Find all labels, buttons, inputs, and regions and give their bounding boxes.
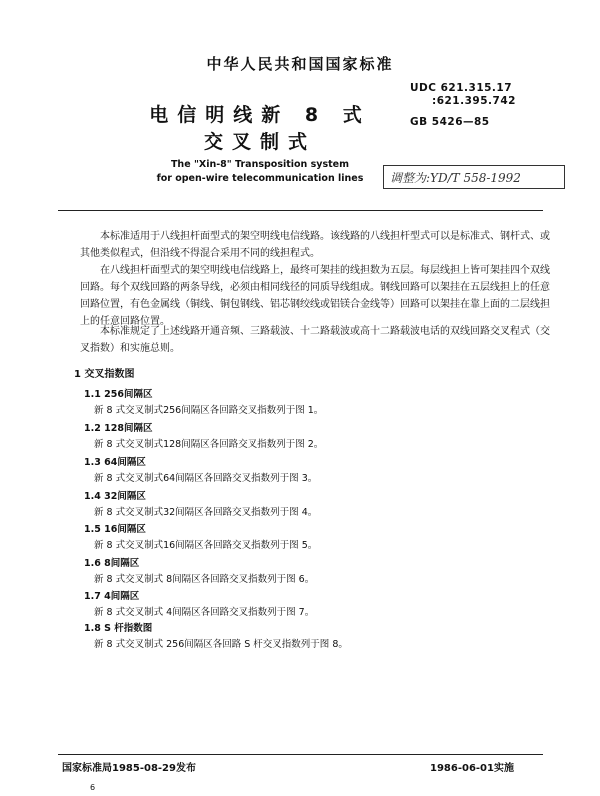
gb-number: GB 5426—85 <box>410 116 490 128</box>
subsection-heading: 1.3 64间隔区 <box>84 457 146 468</box>
subsection-heading: 1.5 16间隔区 <box>84 524 146 535</box>
subsection-text: 新 8 式交叉制式 8间隔区各回路交叉指数列于图 6。 <box>94 574 315 585</box>
national-standard-heading: 中华人民共和国国家标准 <box>206 55 394 73</box>
udc-line-1: UDC 621.315.17 <box>410 82 513 94</box>
subsection-heading: 1.7 4间隔区 <box>84 591 140 602</box>
subsection-heading: 1.8 S 杆指数图 <box>84 623 153 634</box>
subsection-heading: 1.2 128间隔区 <box>84 423 153 434</box>
stamp-text: 调整为:YD/T 558-1992 <box>390 171 521 185</box>
section-1-heading: 1 交叉指数图 <box>74 369 135 380</box>
subsection-text: 新 8 式交叉制式 256间隔区各回路 S 杆交叉指数列于图 8。 <box>94 639 348 650</box>
intro-paragraph-1: 本标准适用于八线担杆面型式的架空明线电信线路。该线路的八线担杆型式可以是标准式、钢杆式、或其他类似程式，但沿线不得混合采用不同的线担程式。 <box>80 231 550 259</box>
title-line-1: 电信明线新 8 式 <box>149 104 371 126</box>
replacement-stamp <box>383 165 565 189</box>
udc-line-2: :621.395.742 <box>432 95 516 107</box>
issue-date: 国家标准局1985-08-29发布 <box>62 763 196 774</box>
subsection-heading: 1.4 32间隔区 <box>84 491 146 502</box>
bottom-divider <box>58 754 543 755</box>
english-title-line-2: for open-wire telecommunication lines <box>156 173 364 184</box>
subsection-text: 新 8 式交叉制式16间隔区各回路交叉指数列于图 5。 <box>94 540 318 551</box>
title-line-2: 交叉制式 <box>203 131 316 153</box>
english-title-line-1: The "Xin-8" Transposition system <box>170 159 350 170</box>
subsection-heading: 1.1 256间隔区 <box>84 389 153 400</box>
page-number: 6 <box>90 783 96 792</box>
top-divider <box>58 210 543 211</box>
subsection-heading: 1.6 8间隔区 <box>84 558 140 569</box>
subsection-text: 新 8 式交叉制式32间隔区各回路交叉指数列于图 4。 <box>94 507 318 518</box>
subsection-text: 新 8 式交叉制式256间隔区各回路交叉指数列于图 1。 <box>94 405 324 416</box>
intro-paragraph-2: 在八线担杆面型式的架空明线电信线路上，最终可架挂的线担数为五层。每层线担上皆可架挂四个双线回路。每个双线回路的两条导线，必须由相同线径的同质导线组成。钢线回路可以架挂在五层线担上的任意回路位置，有色金属线（铜线、铜包钢线、铝芯钢绞线或铝镁合金线等）回路可以架挂在靠上面的二层线担上的任意回路位置。 <box>80 265 550 327</box>
subsection-text: 新 8 式交叉制式 4间隔区各回路交叉指数列于图 7。 <box>94 607 315 618</box>
udc-code <box>410 82 516 108</box>
subsection-text: 新 8 式交叉制式128间隔区各回路交叉指数列于图 2。 <box>94 439 324 450</box>
subsection-text: 新 8 式交叉制式64间隔区各回路交叉指数列于图 3。 <box>94 473 318 484</box>
intro-paragraph-3: 本标准规定了上述线路开通音频、三路载波、十二路载波或高十二路载波电话的双线回路交叉程式（交叉指数）和实施总则。 <box>80 326 550 354</box>
effective-date: 1986-06-01实施 <box>430 763 514 774</box>
